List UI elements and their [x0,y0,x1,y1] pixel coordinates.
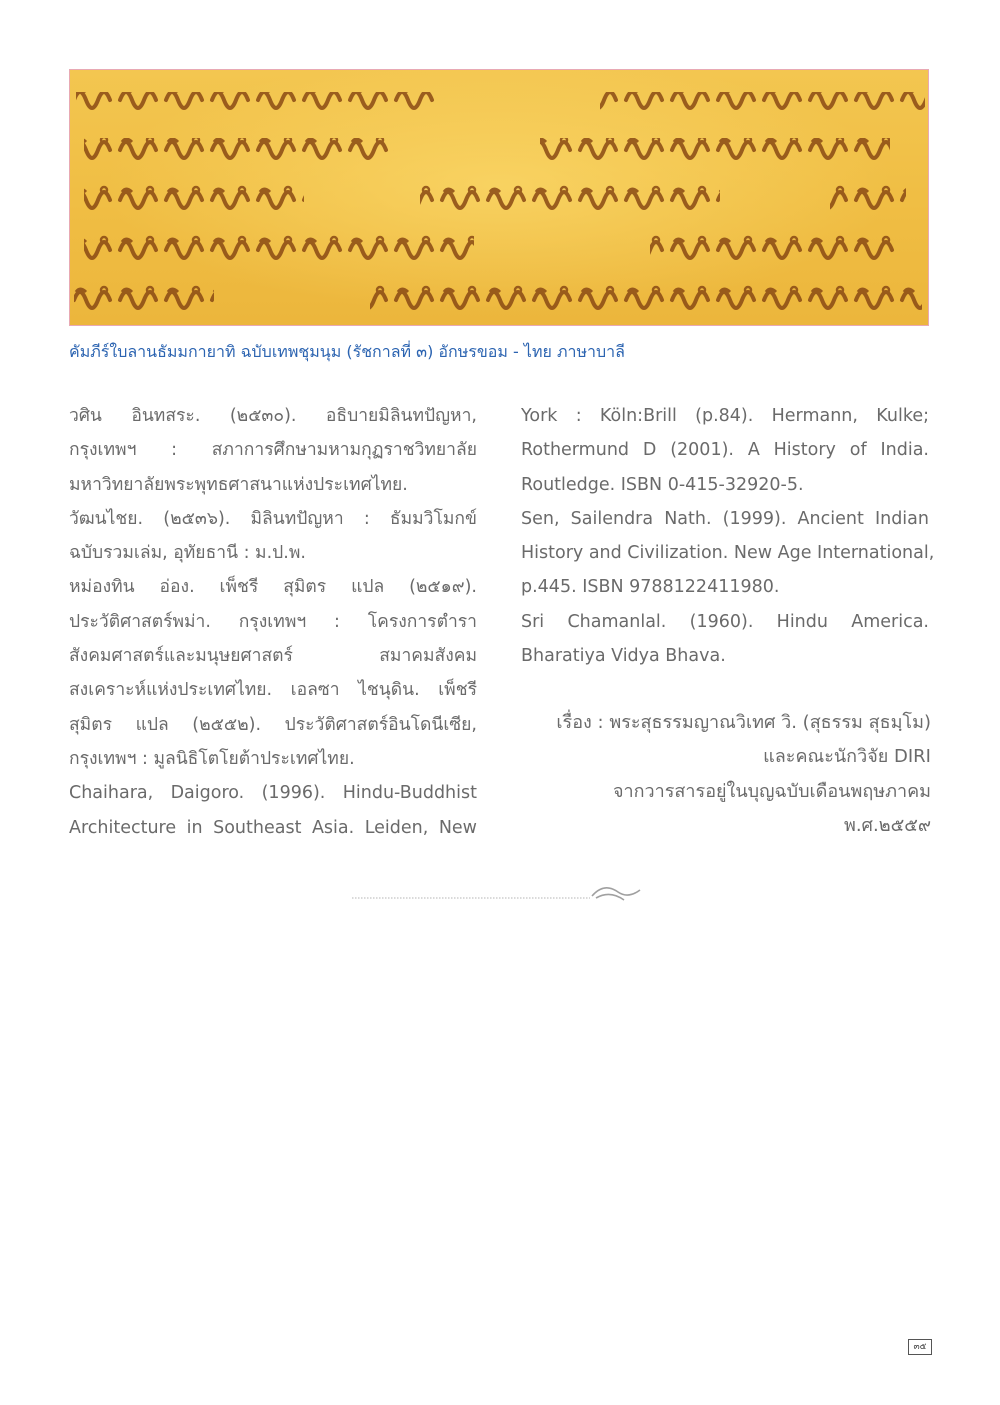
image-caption: คัมภีร์ใบลานธัมมกายาทิ ฉบับเทพชุมนุม (รัชกาลที่ ๓) อักษรขอม - ไทย ภาษาบาลี [69,342,625,361]
article-credit [521,706,931,843]
credit-line: เรื่อง : พระสุธรรมญาณวิเทศ วิ. (สุธรรม สุธมฺโม) [556,712,931,733]
reference-line: Bharatiya Vidya Bhava. [521,646,726,667]
credit-line: จากวารสารอยู่ในบุญฉบับเดือนพฤษภาคม [613,780,931,802]
reference-line: สังคมศาสตร์และมนุษยศาสตร์ สมาคมสังคม [69,646,477,667]
reference-line: ประวัติศาสตร์พม่า. กรุงเทพฯ : โครงการตำรา [69,611,477,632]
reference-line: Sri Chamanlal. (1960). Hindu America. [521,611,929,632]
reference-line: กรุงเทพฯ : มูลนิธิโตโยต้าประเทศไทย. [69,748,355,769]
reference-line: York : Köln:Brill (p.84). Hermann, Kulke; [521,406,929,426]
references-right-column [521,399,935,673]
reference-line: มหาวิทยาลัยพระพุทธศาสนาแห่งประเทศไทย. [69,474,408,495]
reference-line: p.445. ISBN 9788122411980. [521,577,780,598]
ornamental-divider [352,876,647,902]
reference-line: สุมิตร แปล (๒๕๕๒). ประวัติศาสตร์อินโดนีเซีย, [69,714,477,735]
reference-line: วัฒนไชย. (๒๕๓๖). มิลินทปัญหา : ธัมมวิโมกข์ [69,508,477,529]
manuscript-image [69,69,929,326]
reference-line: Sen, Sailendra Nath. (1999). Ancient Indian [521,508,929,529]
credit-line: พ.ศ.๒๕๕๙ [843,814,931,836]
credit-line: และคณะนักวิจัย DIRI [763,746,931,768]
manuscript-script-strokes [70,70,928,325]
reference-line: Routledge. ISBN 0-415-32920-5. [521,474,804,495]
reference-line: กรุงเทพฯ : สภาการศึกษามหามกุฏราชวิทยาลัย [69,440,477,461]
reference-line: หม่องทิน อ่อง. เพ็ชรี สุมิตร แปล (๒๕๑๙). [69,577,477,598]
reference-line: ฉบับรวมเล่ม, อุทัยธานี : ม.ป.พ. [69,543,306,564]
page-number: ๓๕ [908,1339,932,1355]
reference-line: Architecture in Southeast Asia. Leiden, New [69,817,477,838]
references-left-column [69,399,477,845]
reference-line: วศิน อินทสระ. (๒๕๓๐). อธิบายมิลินทปัญหา, [69,406,477,426]
reference-line: สงเคราะห์แห่งประเทศไทย. เอลซา ไชนุดิน. เพ็ชรี [69,680,477,701]
reference-line: Rothermund D (2001). A History of India. [521,440,929,461]
reference-line: Chaihara, Daigoro. (1996). Hindu-Buddhist [69,783,477,804]
reference-line: History and Civilization. New Age International, [521,543,935,564]
